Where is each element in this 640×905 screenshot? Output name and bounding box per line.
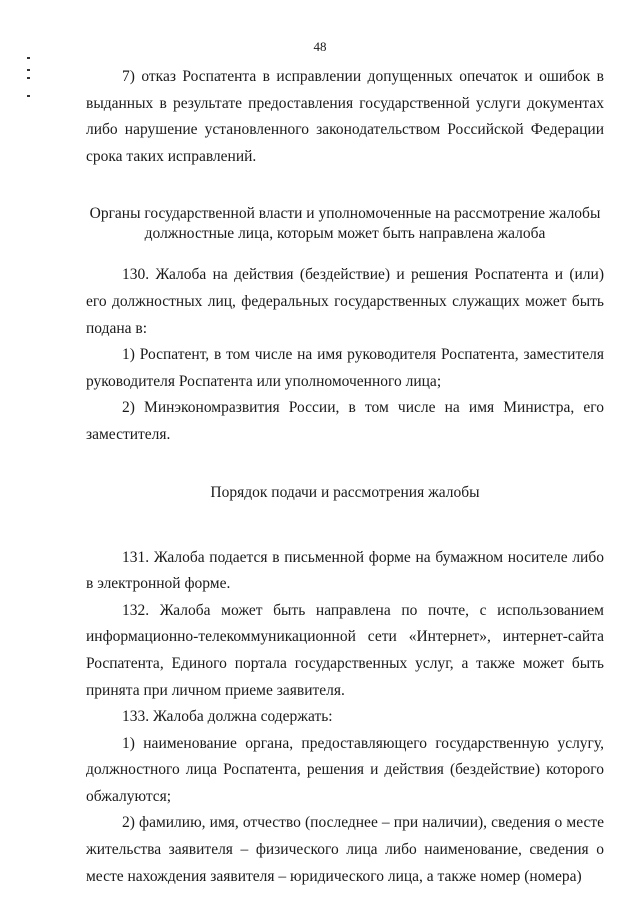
scan-mark	[27, 95, 30, 97]
paragraph-130-item-2: 2) Минэкономразвития России, в том числе на имя Министра, его заместителя.	[86, 399, 604, 443]
section-heading-complaint-procedure: Порядок подачи и рассмотрения жалобы	[210, 483, 480, 501]
scan-mark	[27, 57, 30, 59]
document-body	[86, 64, 604, 890]
paragraph-130: 130. Жалоба на действия (бездействие) и решения Роспатента и (или) его должностных лиц, федеральных государственных служащих может быть подана в:	[86, 266, 604, 337]
scan-mark	[27, 69, 30, 71]
paragraph-130-item-1: 1) Роспатент, в том числе на имя руководителя Роспатента, заместителя руководителя Роспатента или уполномоченного лица;	[86, 346, 604, 390]
section-heading-complaint-authorities: Органы государственной власти и уполномоченные на рассмотрение жалобы должностные лица, которым может быть направлена жалоба	[89, 205, 601, 243]
paragraph-133-item-1: 1) наименование органа, предоставляющего государственную услугу, должностного лица Роспатента, решения и действия (бездействие) которого обжалуются;	[86, 734, 604, 805]
page-number: 48	[313, 39, 327, 54]
paragraph-131: 131. Жалоба подается в письменной форме на бумажном носителе либо в электронной форме.	[86, 548, 604, 593]
paragraph-item-7: 7) отказ Роспатента в исправлении допущенных опечаток и ошибок в выданных в результате предоставления государственной услуги документах либо нарушение установленного законодательством Российской Федерации срока таких исправлений.	[86, 68, 604, 165]
scan-mark	[27, 77, 30, 79]
paragraph-133: 133. Жалоба должна содержать:	[122, 708, 333, 726]
paragraph-132: 132. Жалоба может быть направлена по почте, с использованием информационно-телекоммуникационной сети «Интернет», интернет-сайта Роспатента, Единого портала государственных услуг, а также может быть принята при личном приеме заявителя.	[86, 601, 604, 699]
paragraph-133-item-2: 2) фамилию, имя, отчество (последнее – при наличии), сведения о месте жительства заявителя – физического лица либо наименование, сведения о месте нахождения заявителя – юридического лица, а также номер (номера)	[86, 814, 604, 885]
spacer	[86, 503, 604, 545]
spacer	[86, 170, 604, 204]
spacer	[86, 244, 604, 262]
spacer	[86, 449, 604, 483]
